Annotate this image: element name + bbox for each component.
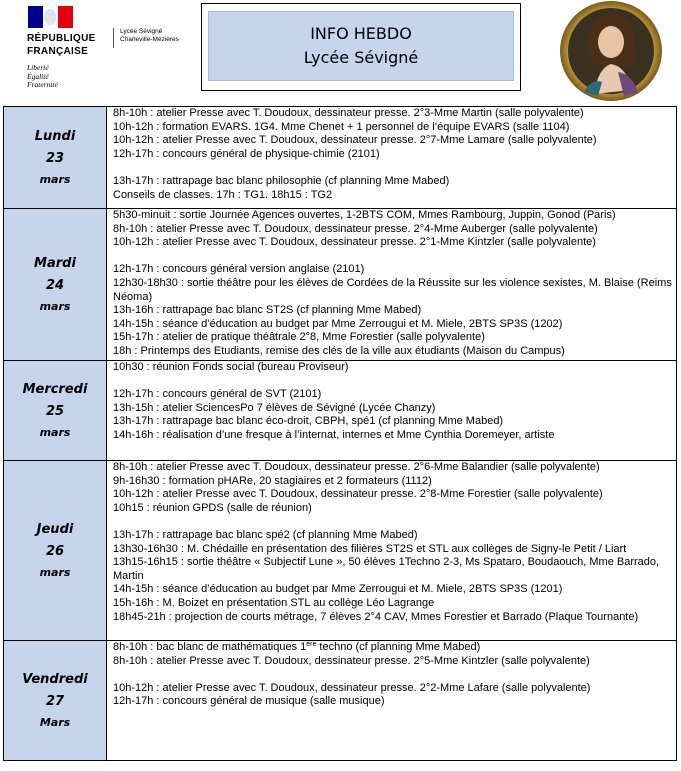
event-line: 15h-16h : M. Boizet en présentation STL au collège Léo Lagrange [113, 596, 435, 609]
event-line: 12h-17h : concours général de physique-chimie (2101) [113, 147, 380, 160]
lycee-logo-text: Lycée Sévigné Charleville-Mézières [120, 28, 179, 43]
day-label: Mardi 24 mars [4, 209, 107, 361]
school-name: Lycée Sévigné [303, 48, 419, 67]
event-line: 18h45-21h : projection de courts métrage, 7 élèves 2°4 CAV, Mmes Forestier et Barrado (Plaque Tournante) [113, 610, 639, 623]
event-line: 10h15 : réunion GPDS (salle de réunion) [113, 501, 312, 514]
event-line: 13h-17h : rattrapage bac blanc spé2 (cf planning Mme Mabed) [113, 528, 418, 541]
day-label: Lundi 23 mars [4, 107, 107, 209]
event-line: Conseils de classes. 17h : TG1. 18h15 : TG2 [113, 188, 333, 201]
day-events [107, 641, 677, 761]
event-line: 13h-15h : atelier SciencesPo 7 élèves de Sévigné (Lycée Chanzy) [113, 401, 436, 414]
day-events [107, 461, 677, 641]
event-line: 8h-10h : bac blanc de mathématiques 1ère techno (cf planning Mme Mabed) [113, 641, 481, 653]
event-line: 14h-15h : séance d’éducation au budget par Mme Zerrougui et M. Miele, 2BTS SP3S (1202) [113, 317, 563, 330]
day-events [107, 107, 677, 209]
event-line: 13h30-16h30 : M. Chédaille en présentation des filières ST2S et STL aux collèges de Signy-le Petit / Liart [113, 542, 627, 555]
event-line: 9h-16h30 : formation pHARe, 20 stagiaires et 2 formateurs (1112) [113, 474, 432, 487]
event-line: 12h-17h : concours général version anglaise (2101) [113, 263, 365, 276]
day-events [107, 361, 677, 461]
day-label: Mercredi 25 mars [4, 361, 107, 461]
republique-francaise-text: RÉPUBLIQUE FRANÇAISE [27, 33, 96, 57]
event-line: 8h-10h : atelier Presse avec T. Doudoux, dessinateur presse. 2°5-Mme Kintzler (salle polyvalente) [113, 654, 590, 667]
bulletin-title: INFO HEBDO [310, 24, 412, 43]
event-line: 12h-17h : concours général de musique (salle musique) [113, 695, 385, 708]
day-row-jeudi [4, 461, 677, 641]
event-line: 12h-17h : concours général de SVT (2101) [113, 388, 322, 401]
event-line: 14h-15h : séance d’éducation au budget par Mme Zerrougui et M. Miele, 2BTS SP3S (1201) [113, 583, 563, 596]
day-label: Jeudi 26 mars [4, 461, 107, 641]
day-row-vendredi [4, 641, 677, 761]
event-line: 14h-16h : réalisation d’une fresque à l’internat, internes et Mme Cynthia Doremeyer, artiste [113, 428, 555, 441]
event-line: 10h-12h : formation EVARS. 1G4. Mme Chenet + 1 personnel de l’équipe EVARS (salle 1104) [113, 120, 570, 133]
day-row-mardi [4, 209, 677, 361]
day-row-lundi [4, 107, 677, 209]
event-line: 13h15-16h15 : sortie théâtre « Subjectif Lune », 50 élèves 1Techno 2-3, Ms Spataro, Boudaouch, Mme Barrado, Martin [113, 556, 660, 582]
day-events [107, 209, 677, 361]
portrait-madame-de-sevigne-image [558, 0, 664, 103]
page-header [0, 0, 681, 100]
title-box [201, 3, 521, 91]
event-line: 8h-10h : atelier Presse avec T. Doudoux, dessinateur presse. 2°6-Mme Balandier (salle polyvalente) [113, 461, 600, 473]
republique-francaise-logo [18, 6, 108, 96]
day-label: Vendredi 27 Mars [4, 641, 107, 761]
republic-motto: Liberté Égalité Fraternité [27, 63, 58, 89]
event-line: 5h30-minuit : sortie Journée Agences ouvertes, 1-2BTS COM, Mmes Rambourg, Juppin, Gonod (Paris) [113, 209, 616, 221]
event-line: 18h : Printemps des Etudiants, remise des clés de la ville aux étudiants (Maison du Campus) [113, 344, 565, 357]
event-line: 13h-17h : rattrapage bac blanc philosophie (cf planning Mme Mabed) [113, 174, 450, 187]
marianne-flag-icon [28, 6, 73, 28]
event-line: 10h-12h : atelier Presse avec T. Doudoux, dessinateur presse. 2°8-Mme Forestier (salle polyvalente) [113, 488, 603, 501]
event-line: 15h-17h : atelier de pratique théâtrale 2°8, Mme Forestier (salle polyvalente) [113, 331, 485, 344]
event-line: 10h-12h : atelier Presse avec T. Doudoux, dessinateur presse. 2°1-Mme Kintzler (salle polyvalente) [113, 236, 596, 249]
event-line: 12h30-18h30 : sortie théâtre pour les élèves de Cordées de la Réussite sur les violence sexistes, M. Blaise (Reims Néoma) [113, 276, 672, 303]
event-line: 10h-12h : atelier Presse avec T. Doudoux, dessinateur presse. 2°7-Mme Lamare (salle polyvalente) [113, 134, 597, 147]
event-line: 10h-12h : atelier Presse avec T. Doudoux, dessinateur presse. 2°2-Mme Lafare (salle polyvalente) [113, 681, 591, 694]
event-line: 8h-10h : atelier Presse avec T. Doudoux, dessinateur presse. 2°4-Mme Auberger (salle polyvalente) [113, 222, 598, 235]
event-line: 13h-16h : rattrapage bac blanc ST2S (cf planning Mme Mabed) [113, 304, 422, 317]
weekly-schedule-table [3, 106, 677, 761]
event-line: 13h-17h : rattrapage bac blanc éco-droit, CBPH, spé1 (cf planning Mme Mabed) [113, 415, 504, 428]
event-line: 8h-10h : atelier Presse avec T. Doudoux, dessinateur presse. 2°3-Mme Martin (salle polyvalente) [113, 107, 584, 119]
logo-divider [113, 28, 114, 48]
event-line: 10h30 : réunion Fonds social (bureau Proviseur) [113, 361, 349, 373]
day-row-mercredi [4, 361, 677, 461]
